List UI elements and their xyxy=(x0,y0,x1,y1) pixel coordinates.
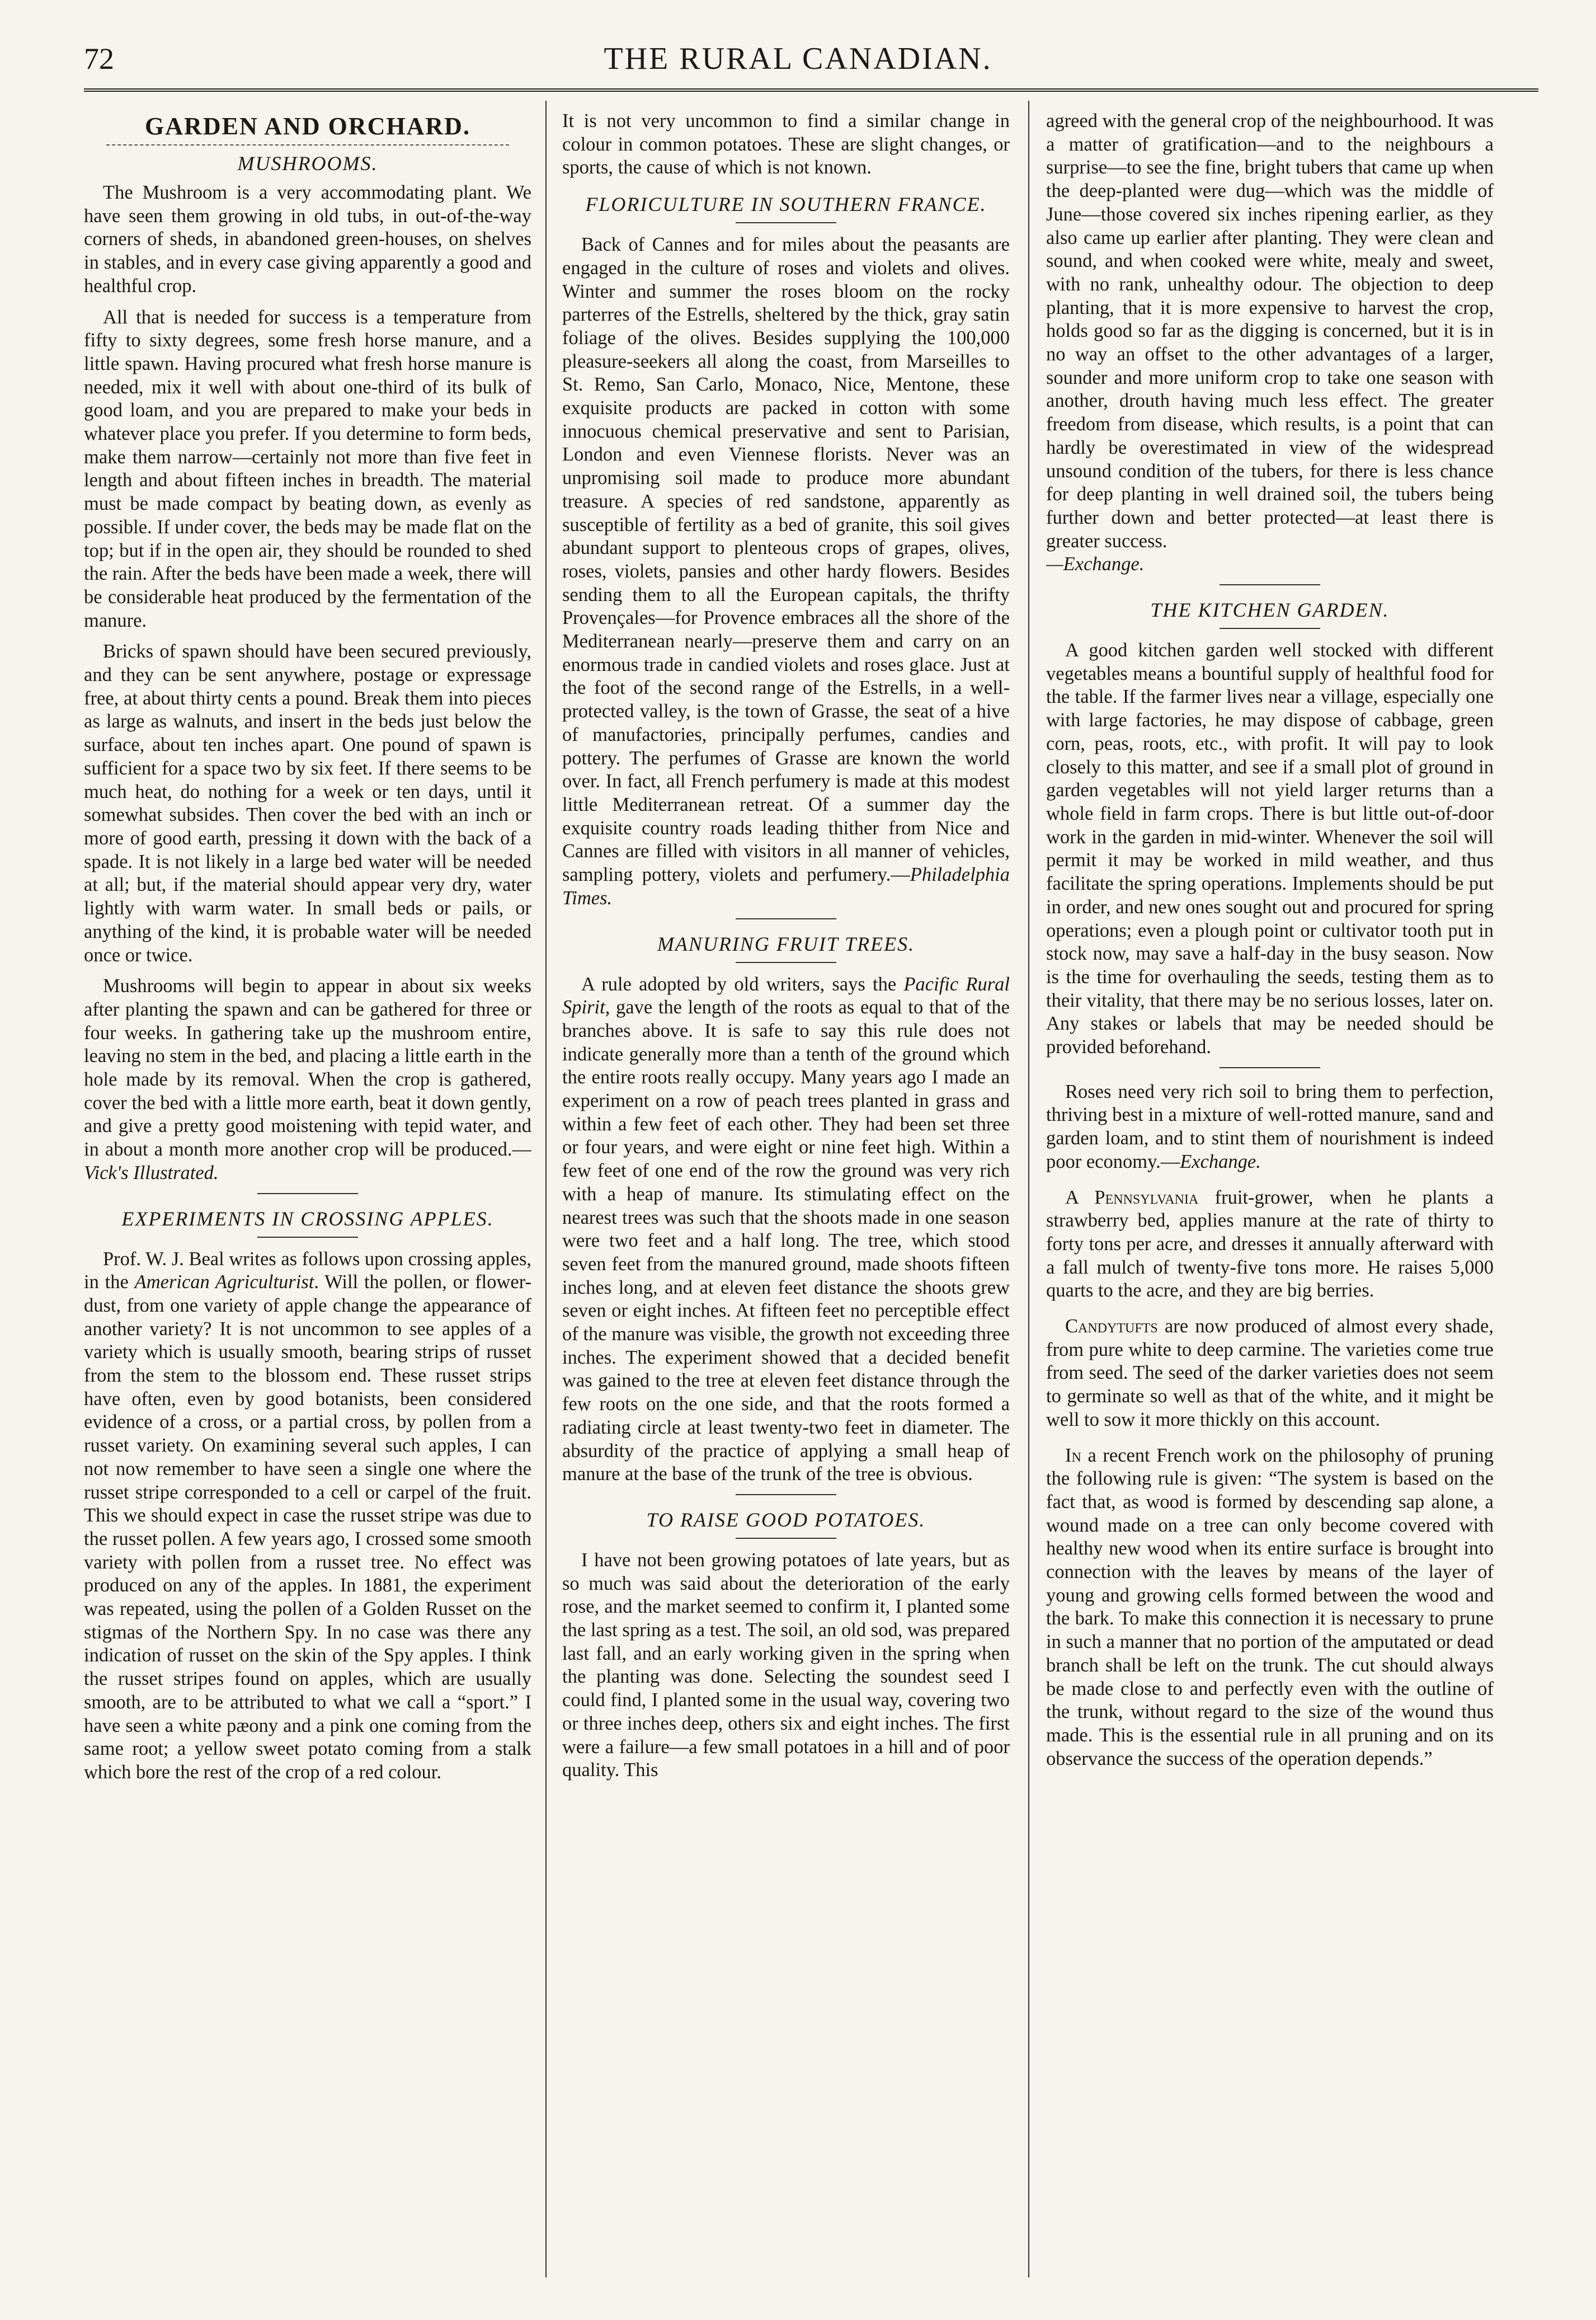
paragraph: Candytufts are now produced of almost every shade, from pure white to deep carmine. The varieties come true from seed. The seed of the darker varieties does not seem to germinate so well as that of the white, and it might be well to sow it more thickly on this account. xyxy=(1046,1316,1494,1430)
section-title: GARDEN AND ORCHARD. xyxy=(145,112,470,140)
paragraph: Mushrooms will begin to appear in about six weeks after planting the spawn and can be gathered for three or four weeks. In gathering take up the mushroom entire, leaving no stem in the bed, and placing a little earth in the hole made by its removal. When the crop is gathered, cover the bed with a little more earth, beat it down gently, and give a pretty good moistening with tepid water, and in about a month more another crop will be produced.—Vick's Illustrated. xyxy=(84,975,531,1184)
article-heading-floriculture: FLORICULTURE IN SOUTHERN FRANCE. xyxy=(585,193,987,216)
source-citation: Vick's Illustrated. xyxy=(84,1162,219,1184)
article-divider xyxy=(736,1538,836,1539)
article-divider xyxy=(257,1193,358,1194)
column-1 xyxy=(84,110,531,2275)
article-divider xyxy=(257,1237,358,1238)
column-2 xyxy=(562,110,1010,2275)
page-number: 72 xyxy=(84,42,114,76)
paragraph: A Pennsylvania fruit-grower, when he plants a strawberry bed, applies manure at the rate of thirty to forty tons per acre, and dresses it annually afterward with a fall mulch of twenty-five tons more. He raises 5,000 quarts to the acre, and they are big berries. xyxy=(1046,1186,1494,1302)
paragraph: All that is needed for success is a temperature from fifty to sixty degrees, some fresh horse manure, and a little spawn. Having procured what fresh horse manure is needed, mix it well with about one-third of its bulk of good loam, and you are prepared to make your beds in whatever place you prefer. If you determine to form beds, make them narrow—certainly not more than five feet in length and about fifteen inches in breadth. The material must be made compact by beating down, as evenly as possible. If under cover, the beds may be made flat on the top; but if in the open air, they should be rounded to shed the rain. After the beds have been made a week, there will be considerable heat produced by the fermentation of the manure. xyxy=(84,306,531,631)
header-rule xyxy=(84,88,1538,92)
article-divider xyxy=(736,1494,836,1495)
article-heading-kitchen-garden: THE KITCHEN GARDEN. xyxy=(1150,599,1390,622)
article-heading-potatoes: TO RAISE GOOD POTATOES. xyxy=(646,1508,926,1531)
paragraph: It is not very uncommon to find a similar change in colour in common potatoes. These are slight changes, or sports, the cause of which is not known. xyxy=(562,110,1010,179)
masthead-title: THE RURAL CANADIAN. xyxy=(604,41,992,76)
paragraph: A rule adopted by old writers, says the Pacific Rural Spirit, gave the length of the roots as equal to that of the branches above. It is safe to say this rule does not indicate generally more than a tenth of the ground which the entire roots really occupy. Many years ago I made an experiment on a row of peach trees planted in grass and within a few feet of each other. They had been set three or four years, and were eight or nine feet high. Within a few feet of one end of the row the ground was very rich with a heap of manure. Its stimulating effect on the nearest trees was such that the shoots made in one season were two feet and a half long. The tree, which stood seven feet from the manured ground, made shoots fifteen inches long, and at eleven feet distance the shoots grew seven or eight inches. At fifteen feet no perceptible effect of the manure was visible, the growth not exceeding three inches. The experiment showed that a decided benefit was gained to the tree at eleven feet distance through the few roots on the one side, and that the roots formed a radiating circle at least twenty-two feet in diameter. The absurdity of the practice of applying a small heap of manure at the base of the trunk of the tree is obvious. xyxy=(562,973,1010,1485)
article-divider xyxy=(736,918,836,919)
article-divider xyxy=(736,222,836,223)
paragraph: The Mushroom is a very accommodating plant. We have seen them growing in old tubs, in out-of-the-way corners of sheds, in abandoned green-houses, on shelves in stables, and in every case giving apparently a good and healthful crop. xyxy=(84,182,531,297)
article-divider xyxy=(736,962,836,963)
source-citation: Pacific Rural Spirit xyxy=(562,973,1010,1018)
dashed-rule xyxy=(106,144,509,145)
paragraph: Roses need very rich soil to bring them to perfection, thriving best in a mixture of well-rotted manure, sand and garden loam, and to stint them of nourishment is indeed poor economy.—Exchange. xyxy=(1046,1081,1494,1172)
paragraph: Prof. W. J. Beal writes as follows upon crossing apples, in the American Agriculturist. Will the pollen, or flower-dust, from one variety of apple change the appearance of another variety? It is not uncommon to see apples of a variety which is usually smooth, bearing strips of russet from the stem to the blossom end. These russet strips have often, even by good botanists, been considered evidence of a cross, or a partial cross, by pollen from a russet variety. On examining several such apples, I can not now remember to have seen a single one where the russet stripe corresponded to a cell or carpel of the fruit. This we should expect in case the russet stripe was due to the russet pollen. A few years ago, I crossed some smooth variety with pollen from a russet tree. No effect was produced on any of the apples. In 1881, the experiment was repeated, using the pollen of a Golden Russet on the stigmas of the Northern Spy. In no case was there any indication of russet on the skin of the Spy apples. I think the russet stripes found on apples, which are usually smooth, are to be attributed to what we call a “sport.” I have seen a white pæony and a pink one coming from the same root; a yellow sweet potato coming from a stalk which bore the rest of the crop of a red colour. xyxy=(84,1248,531,1783)
article-heading-mushrooms: MUSHROOMS. xyxy=(237,152,378,175)
paragraph: Bricks of spawn should have been secured previously, and they can be sent anywhere, postage or expressage free, at about thirty cents a pound. Break them into pieces as large as walnuts, and insert in the beds just below the surface, about ten inches apart. One pound of spawn is sufficient for a space two by six feet. If there seems to be much heat, do nothing for a week or ten days, until it somewhat subsides. Then cover the bed with an inch or more of good earth, pressing it down with the back of a spade. It is not likely in a large bed water will be needed at all; but, if the material should appear very dry, water lightly with warm water. In small beds or pails, or anything of the kind, it is probable water will be needed once or twice. xyxy=(84,641,531,966)
paragraph: In a recent French work on the philosophy of pruning the following rule is given: “The system is based on the fact that, as wood is formed by descending sap alone, a wound made on a tree can only become covered with healthy new wood when its entire surface is brought into connection with the leaves by means of the layer of young and growing cells formed between the wood and the bark. To make this connection it is necessary to prune in such a manner that no portion of the amputated or dead branch shall be left on the trunk. The cut should always be made close to and perfectly even with the outline of the trunk, without regard to the size of the wound thus made. This is the essential rule in all pruning and on its observance the success of the operation depends.” xyxy=(1046,1444,1494,1769)
paragraph: agreed with the general crop of the neighbourhood. It was a matter of gratification—and to the neighbours a surprise—to see the fine, bright tubers that came up when the deep-planted were dug—which was the middle of June—those covered six inches ripening earlier, as they also came up earlier after planting. They were clean and sound, and when cooked were white, mealy and sweet, with no rank, unhealthy odour. The objection to deep planting, that it is more expensive to harvest the crop, holds good so far as the digging is concerned, but it is in no way an offset to the other advantages of a larger, sounder and more uniform crop to take one season with another, drouth having much less effect. The greater freedom from disease, which results, is a point that can hardly be overestimated in view of the widespread unsound condition of the tubers, for there is less chance for deep planting in well drained soil, the tubers being further down and better protected—at least there is greater success. —Exchange. xyxy=(1046,110,1494,575)
article-divider xyxy=(1220,1067,1320,1068)
source-citation: —Exchange. xyxy=(1046,553,1145,575)
article-heading-manuring: MANURING FRUIT TREES. xyxy=(657,932,915,955)
source-citation: American Agriculturist xyxy=(134,1271,314,1293)
source-citation: Exchange. xyxy=(1180,1150,1261,1172)
column-divider xyxy=(545,101,547,2277)
page-header xyxy=(0,39,1596,84)
source-citation: Philadelphia Times. xyxy=(562,864,1010,909)
article-divider xyxy=(1220,628,1320,629)
column-3 xyxy=(1046,110,1494,2275)
paragraph: Back of Cannes and for miles about the peasants are engaged in the culture of roses and violets and olives. Winter and summer the roses bloom on the rocky parterres of the Estrells, sheltered by the thick, gray satin foliage of the olives. Besides supplying the 100,000 pleasure-seekers all along the coast, from Marseilles to St. Remo, San Carlo, Monaco, Nice, Mentone, these exquisite products are packed in cotton with some innocuous chemical preservative and sent to Parisian, London and even Viennese florists. Never was an unpromising soil made to produce more abundant treasure. A species of red sandstone, apparently as susceptible of fertility as a bed of granite, this soil gives abundant support to plenteous crops of grapes, olives, roses, violets, pansies and other hardy flowers. Besides sending them to all the European capitals, the thrifty Provençales—for Provence embraces all the shore of the Mediterranean nearly—preserve them and carry on an enormous trade in candied violets and roses glace. Just at the foot of the second range of the Estrells, in a well-protected valley, is the town of Grasse, the seat of a hive of manufactories, principally perfumes, candies and pottery. The perfumes of Grasse are known the world over. In fact, all French perfumery is made at this modest little Mediterranean retreat. Of a summer day the exquisite country roads leading thither from Nice and Cannes are filled with visitors in all manner of vehicles, sampling pottery, violets and perfumery.—Philadelphia Times. xyxy=(562,234,1010,909)
article-heading-apples: EXPERIMENTS IN CROSSING APPLES. xyxy=(121,1207,494,1230)
paragraph: I have not been growing potatoes of late years, but as so much was said about the deterioration of the early rose, and the market seemed to confirm it, I planted some the last spring as a test. The soil, an old sod, was prepared last fall, and an early working given in the spring when the planting was done. Selecting the soundest seed I could find, I planted some in the usual way, covering two or three inches deep, others six and eight inches. The first were a failure—a few small potatoes in a hill and of poor quality. This xyxy=(562,1549,1010,1781)
article-divider xyxy=(1220,584,1320,585)
column-divider xyxy=(1028,101,1029,2277)
paragraph: A good kitchen garden well stocked with different vegetables means a bountiful supply of healthful food for the table. If the farmer lives near a village, especially one with large factories, he may dispose of cabbage, green corn, peas, roots, etc., with profit. It will pay to look closely to this matter, and see if a small plot of ground in garden vegetables will not yield larger returns than a whole field in farm crops. There is but little out-of-door work in the garden in mid-winter. Whenever the soil will permit it may be worked in mild weather, and thus facilitate the spring operations. Implements should be put in order, and new ones sought out and procured for spring operations; even a plough point or cultivator tooth put in stock now, may save a half-day in the busy season. Now is the time for overhauling the seeds, testing them as to their vitality, that there may be no serious losses, later on. Any stakes or labels that may be needed should be provided beforehand. xyxy=(1046,640,1494,1058)
